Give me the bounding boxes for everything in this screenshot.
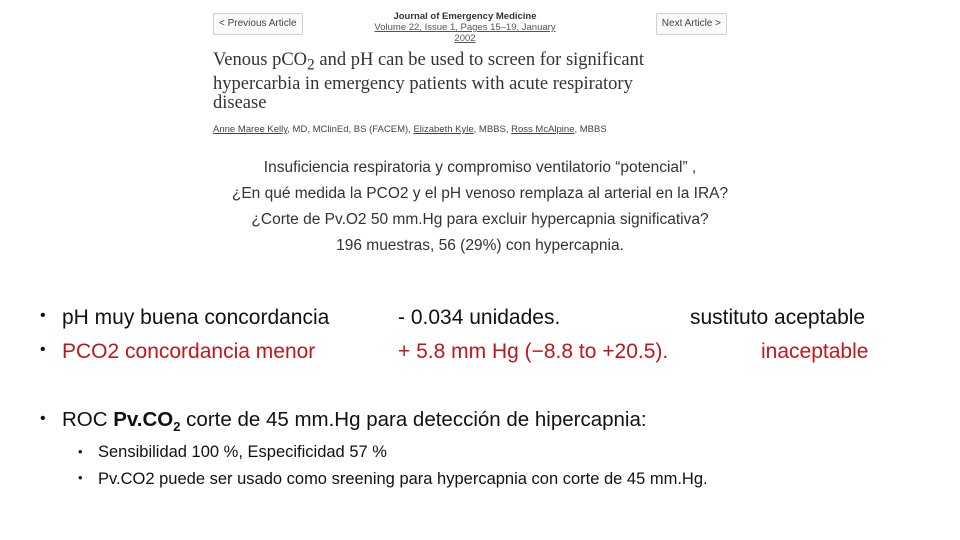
title-line2: hypercarbia in emergency patients with acute respiratory xyxy=(213,73,633,94)
summary-line: Insuficiencia respiratoria y compromiso ventilatorio “potencial” , xyxy=(263,159,697,176)
title-line1-rest: and pH can be used to screen for significant xyxy=(314,50,645,70)
author-credentials: , MBBS, xyxy=(473,124,512,135)
roc-sub-list xyxy=(78,439,708,492)
author-list xyxy=(213,124,607,135)
author-credentials: , MD, MClinEd, BS (FACEM), xyxy=(287,124,414,135)
roc-rest: corte de 45 mm.Hg para detección de hipercapnia: xyxy=(180,408,647,431)
comparison-label-pco2 xyxy=(40,340,315,364)
summary-line: 196 muestras, 56 (29%) con hypercapnia. xyxy=(336,237,624,254)
author-credentials: , MBBS xyxy=(574,124,607,135)
author-link[interactable]: Elizabeth Kyle xyxy=(413,124,474,135)
roc-bold xyxy=(113,408,181,435)
bullet-icon: • xyxy=(40,341,46,359)
roc-bold-subscript: 2 xyxy=(173,419,181,435)
comparison-value-ph: - 0.034 unidades. xyxy=(398,306,561,329)
list-item-text: Pv.CO2 puede ser usado como sreening para hypercapnia con corte de 45 mm.Hg. xyxy=(98,469,708,488)
next-article-button[interactable]: Next Article > xyxy=(656,13,727,35)
comparison-label-text: PCO2 concordancia menor xyxy=(62,340,316,363)
title-line3: disease xyxy=(213,92,267,113)
list-item xyxy=(78,466,708,493)
article-header-image xyxy=(205,5,735,138)
roc-prefix: ROC xyxy=(62,408,114,431)
journal-info xyxy=(365,11,565,44)
comparison-verdict-pco2: inaceptable xyxy=(761,340,869,363)
summary-line: ¿En qué medida la PCO2 y el pH venoso remplaza al arterial en la IRA? xyxy=(231,185,729,202)
study-summary xyxy=(0,155,960,259)
list-item-text: Sensibilidad 100 %, Especificidad 57 % xyxy=(98,443,387,461)
comparison-value-pco2: + 5.8 mm Hg (−8.8 to +20.5). xyxy=(398,340,669,363)
bullet-icon: • xyxy=(78,470,83,486)
bullet-icon: • xyxy=(40,409,46,427)
list-item xyxy=(78,439,708,466)
roc-bold-text: Pv.CO xyxy=(113,408,174,431)
comparison-verdict-ph: sustituto aceptable xyxy=(690,306,866,329)
previous-article-button[interactable]: < Previous Article xyxy=(213,13,303,35)
bullet-icon: • xyxy=(40,307,46,325)
roc-bullet xyxy=(40,408,647,434)
article-title xyxy=(213,51,723,113)
comparison-label-ph xyxy=(40,306,329,330)
author-link[interactable]: Ross McAlpine xyxy=(511,124,575,135)
title-subscript: 2 xyxy=(307,56,315,74)
journal-name: Journal of Emergency Medicine xyxy=(393,11,537,22)
journal-reference[interactable]: Volume 22, Issue 1, Pages 15–19, January 2002 xyxy=(374,22,556,44)
comparison-label-text: pH muy buena concordancia xyxy=(62,306,330,329)
author-link[interactable]: Anne Maree Kelly xyxy=(213,124,288,135)
bullet-icon: • xyxy=(78,443,83,459)
summary-line: ¿Corte de Pv.O2 50 mm.Hg para excluir hypercapnia significativa? xyxy=(251,211,709,228)
title-line1: Venous pCO xyxy=(213,50,308,70)
